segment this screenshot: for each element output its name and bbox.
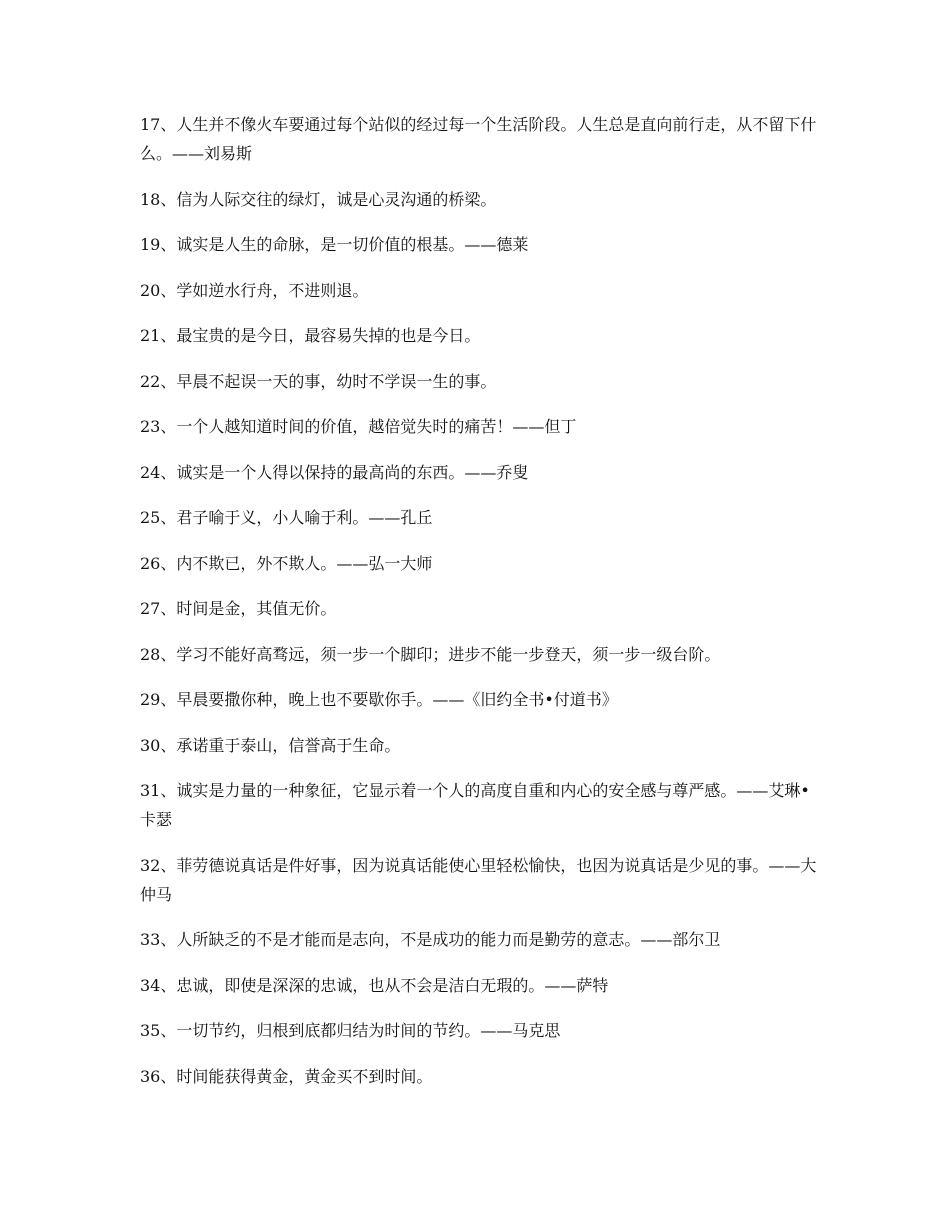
quote-item: 24、诚实是一个人得以保持的最高尚的东西。——乔叟: [140, 462, 529, 482]
quote-item: 34、忠诚，即使是深深的忠诚，也从不会是洁白无瑕的。——萨特: [140, 975, 609, 995]
quote-item: 23、一个人越知道时间的价值，越倍觉失时的痛苦！——但丁: [140, 417, 577, 436]
quote-list: [140, 110, 820, 1107]
quote-item: 19、诚实是人生的命脉，是一切价值的根基。——德莱: [140, 235, 529, 254]
quote-item: 25、君子喻于义，小人喻于利。——孔丘: [140, 508, 433, 527]
quote-item: 27、时间是金，其值无价。: [140, 599, 337, 618]
quote-item: 22、早晨不起误一天的事，幼时不学误一生的事。: [140, 371, 497, 391]
quote-item: 17、人生并不像火车要通过每个站似的经过每一个生活阶段。人生总是直向前行走，从不留下什么。——刘易斯: [140, 115, 817, 163]
quote-item: 32、菲劳德说真话是件好事，因为说真话能使心里轻松愉快，也因为说真话是少见的事。——大仲马: [140, 855, 817, 904]
quote-item: 20、学如逆水行舟，不进则退。: [140, 280, 369, 300]
quote-item: 26、内不欺已，外不欺人。——弘一大师: [140, 553, 433, 573]
quote-item: 28、学习不能好高骛远，须一步一个脚印；进步不能一步登天，须一步一级台阶。: [140, 644, 721, 664]
quote-item: 29、早晨要撒你种，晚上也不要歇你手。——《旧约全书•付道书》: [140, 690, 618, 709]
quote-item: 36、时间能获得黄金，黄金买不到时间。: [140, 1066, 433, 1086]
quote-item: 30、承诺重于泰山，信誉高于生命。: [140, 735, 401, 755]
quote-item: 31、诚实是力量的一种象征，它显示着一个人的高度自重和内心的安全感与尊严感。——艾琳•卡瑟: [140, 781, 810, 829]
quote-item: 33、人所缺乏的不是才能而是志向，不是成功的能力而是勤劳的意志。——部尔卫: [140, 930, 721, 949]
quote-item: 21、最宝贵的是今日，最容易失掉的也是今日。: [140, 326, 481, 345]
quote-item: 35、一切节约，归根到底都归结为时间的节约。——马克思: [140, 1021, 561, 1040]
quote-item: 18、信为人际交往的绿灯，诚是心灵沟通的桥梁。: [140, 189, 497, 209]
